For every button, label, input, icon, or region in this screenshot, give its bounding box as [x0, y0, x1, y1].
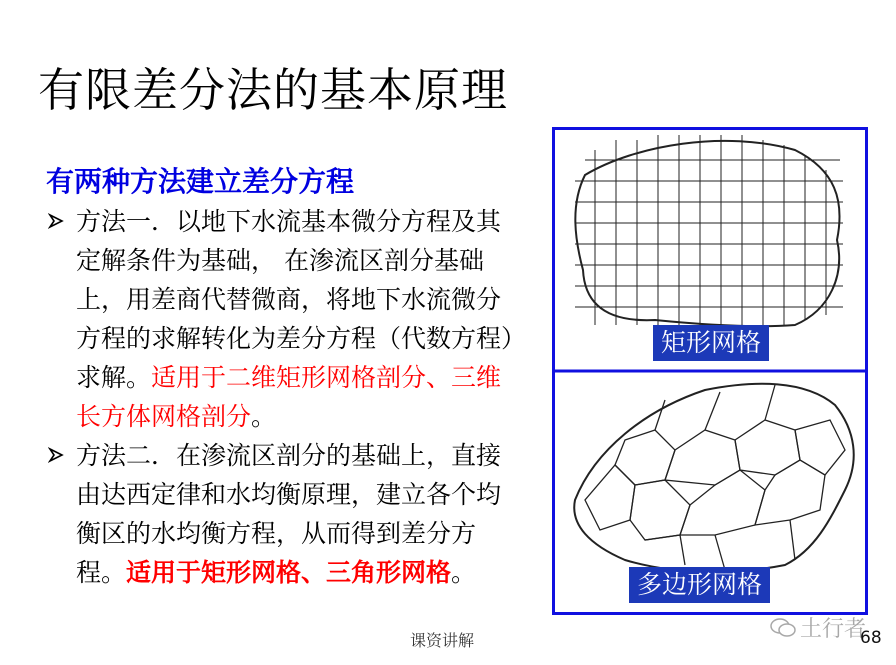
arrow-bullet-icon — [48, 447, 64, 463]
rectangular-mesh — [575, 135, 843, 326]
watermark-text: 土行者 — [800, 617, 867, 642]
bullet-highlight: 适用于二维矩形网格剖分、三维长方体网格剖分 — [76, 363, 502, 431]
bullet-list — [46, 202, 514, 592]
arrow-bullet-icon — [48, 213, 64, 229]
mesh-figure — [552, 127, 868, 615]
bullet-method-one — [46, 202, 514, 436]
polygon-mesh-label: 多边形网格 — [629, 567, 770, 603]
slide-subtitle: 有两种方法建立差分方程 — [46, 165, 355, 198]
polygon-mesh — [574, 384, 853, 572]
watermark — [770, 612, 866, 643]
bullet-tail: 。 — [251, 402, 277, 431]
wechat-icon — [770, 617, 796, 639]
bullet-method-two — [46, 436, 514, 592]
mesh-diagram — [555, 130, 865, 612]
bullet-text: 方法一．以地下水流基本微分方程及其定解条件为基础， 在渗流区剖分基础上，用差商代替微商，将地下水流微分方程的求解转化为差分方程（代数方程）求解。 — [76, 207, 514, 392]
bullet-tail: 。 — [451, 558, 477, 587]
bullet-text: 方法二．在渗流区剖分的基础上，直接由达西定律和水均衡原理，建立各个均衡区的水均衡方程，从而得到差分方程。 — [76, 441, 502, 587]
slide-title: 有限差分法的基本原理 — [38, 63, 508, 117]
page-number: 68 — [860, 628, 882, 648]
rect-mesh-label: 矩形网格 — [653, 325, 769, 361]
bullet-highlight: 适用于矩形网格、三角形网格 — [126, 558, 452, 587]
footer-text: 课资讲解 — [410, 631, 475, 650]
